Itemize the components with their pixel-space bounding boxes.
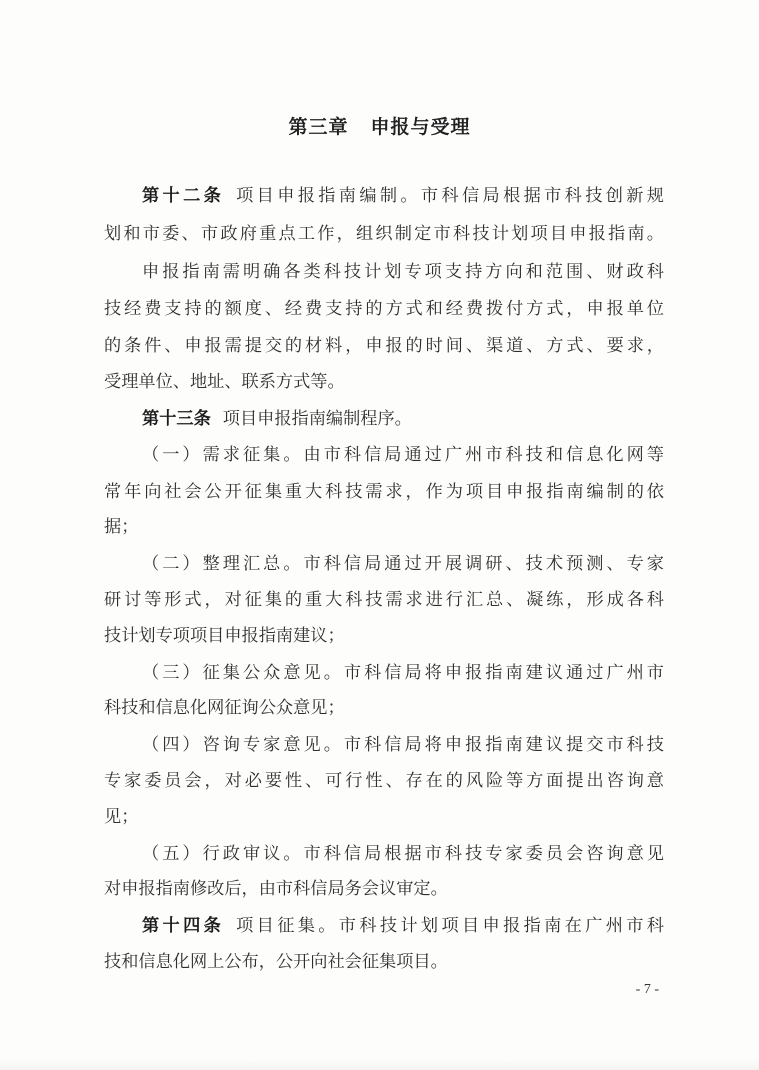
paragraph-line: 第十二条 项目申报指南编制。市科信局根据市科技创新规 bbox=[142, 186, 664, 206]
paragraph-line: （四）咨询专家意见。市科信局将申报指南建议提交市科技 bbox=[142, 735, 664, 755]
paragraph-line: 的条件、申报需提交的材料，申报的时间、渠道、方式、要求， bbox=[104, 336, 664, 356]
paragraph-line: 第十三条 项目申报指南编制程序。 bbox=[142, 409, 412, 429]
chapter-title: 申报与受理 bbox=[370, 116, 471, 138]
paragraph-line: 研讨等形式，对征集的重大科技需求进行汇总、凝练，形成各科 bbox=[104, 590, 664, 610]
paragraph-line: 专家委员会，对必要性、可行性、存在的风险等方面提出咨询意 bbox=[104, 771, 664, 791]
paragraph-line: 常年向社会公开征集重大科技需求，作为项目申报指南编制的依 bbox=[104, 482, 664, 502]
paragraph-line: 划和市委、市政府重点工作，组织制定市科技计划项目申报指南。 bbox=[104, 224, 664, 244]
paragraph-line: 对申报指南修改后，由市科信局务会议审定。 bbox=[104, 879, 448, 899]
article-heading: 第十二条 bbox=[142, 186, 225, 206]
article-heading: 第十三条 bbox=[142, 409, 211, 429]
paragraph-line: （五）行政审议。市科信局根据市科技专家委员会咨询意见 bbox=[142, 844, 664, 864]
article-heading: 第十四条 bbox=[142, 916, 225, 936]
paragraph-line: （三）征集公众意见。市科信局将申报指南建议通过广州市 bbox=[142, 663, 664, 683]
paragraph-line: 科技和信息化网征询公众意见； bbox=[104, 698, 345, 718]
paragraph-line: 技计划专项项目申报指南建议； bbox=[104, 626, 345, 646]
page-bottom-edge bbox=[0, 1058, 759, 1070]
page-number: - 7 - bbox=[635, 982, 659, 997]
paragraph-line: （一）需求征集。由市科信局通过广州市科技和信息化网等 bbox=[142, 445, 664, 465]
chapter-number: 第三章 bbox=[288, 116, 349, 138]
paragraph-line: 第十四条 项目征集。市科技计划项目申报指南在广州市科 bbox=[142, 916, 664, 936]
paragraph-line: （二）整理汇总。市科信局通过开展调研、技术预测、专家 bbox=[142, 554, 664, 574]
chapter-heading bbox=[0, 112, 759, 139]
paragraph-line: 技和信息化网上公布，公开向社会征集项目。 bbox=[104, 952, 448, 972]
paragraph-line: 技经费支持的额度、经费支持的方式和经费拨付方式，申报单位 bbox=[104, 299, 664, 319]
paragraph-line: 受理单位、地址、联系方式等。 bbox=[104, 372, 345, 392]
paragraph-line: 据； bbox=[104, 517, 139, 537]
paragraph-line: 申报指南需明确各类科技计划专项支持方向和范围、财政科 bbox=[142, 262, 664, 282]
paragraph-line: 见； bbox=[104, 807, 139, 827]
